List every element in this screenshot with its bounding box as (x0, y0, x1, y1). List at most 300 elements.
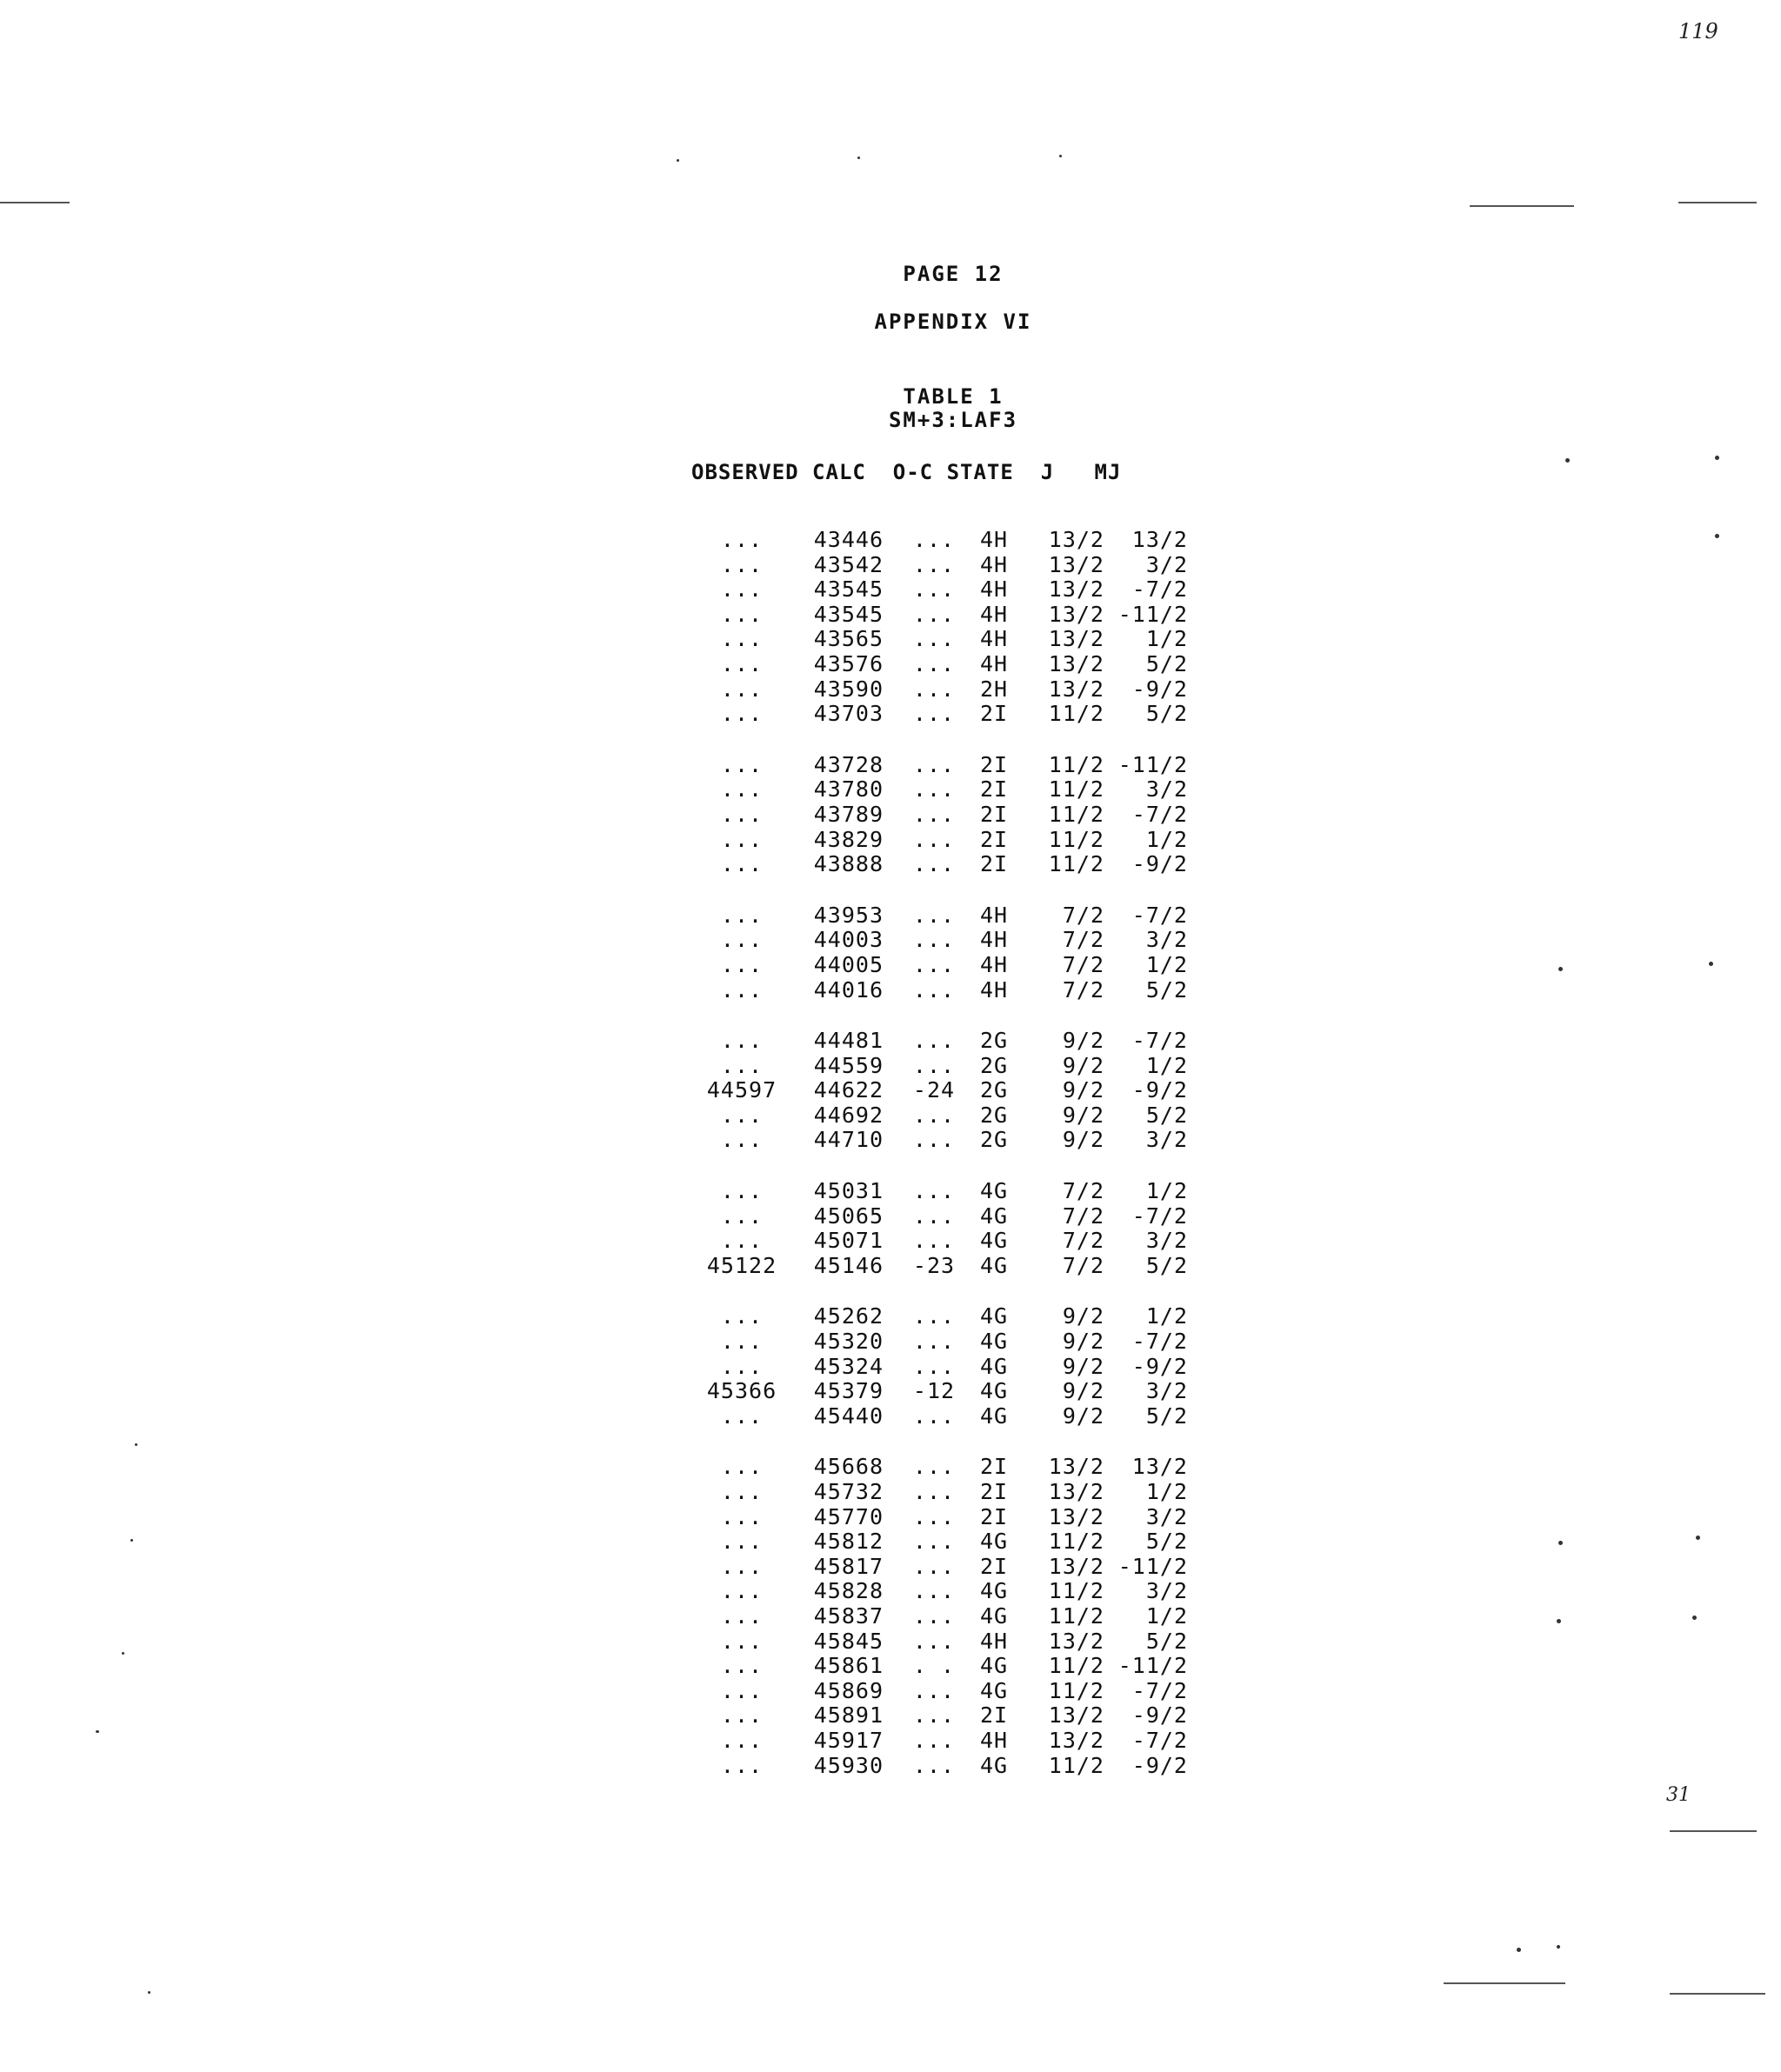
cell-j: 13/2 (1048, 1702, 1104, 1729)
cell-j: 7/2 (1062, 976, 1104, 1003)
cell-mj: 13/2 (1131, 1454, 1188, 1480)
cell-o-c: ... (912, 1454, 956, 1480)
cell-j: 11/2 (1048, 1653, 1104, 1679)
cell-mj: 1/2 (1145, 1602, 1188, 1629)
cell-state: 4G (979, 1653, 1009, 1679)
cell-observed: 45122 (706, 1252, 777, 1278)
cell-mj: 1/2 (1145, 1303, 1188, 1329)
cell-mj: 1/2 (1145, 1052, 1188, 1078)
cell-mj: -7/2 (1131, 1329, 1188, 1355)
cell-observed: ... (720, 1353, 764, 1379)
cell-o-c: ... (912, 1578, 956, 1604)
cell-j: 13/2 (1048, 650, 1104, 676)
cell-observed: 45366 (706, 1378, 777, 1404)
cell-j: 7/2 (1062, 1228, 1104, 1254)
cell-j: 13/2 (1048, 1479, 1104, 1504)
cell-observed: ... (720, 1303, 764, 1329)
cell-calc: 45930 (813, 1752, 884, 1778)
table-row (696, 1455, 1188, 1480)
cell-state: 4G (979, 1529, 1009, 1555)
cell-state: 4H (979, 551, 1009, 577)
table-row (696, 852, 1188, 877)
table-row (696, 1329, 1188, 1355)
cell-state: 4H (979, 1628, 1009, 1654)
scan-speck (1692, 1616, 1697, 1620)
group-spacer (696, 1278, 1188, 1304)
group-spacer-cell (696, 727, 1188, 753)
cell-state: 2G (979, 1052, 1009, 1078)
scan-mark (1678, 202, 1757, 203)
cell-mj: -7/2 (1131, 902, 1188, 928)
scan-speck (1557, 1945, 1560, 1949)
cell-observed: ... (720, 1479, 764, 1504)
cell-mj: -11/2 (1117, 601, 1188, 627)
cell-state: 2I (979, 1702, 1009, 1729)
table-row (696, 603, 1188, 628)
cell-o-c: ... (912, 1727, 956, 1753)
column-header-state: STATE (946, 460, 1014, 484)
cell-o-c: ... (912, 1479, 956, 1504)
cell-j: 9/2 (1062, 1102, 1104, 1128)
cell-state: 2I (979, 701, 1009, 727)
scan-speck (1059, 155, 1062, 157)
cell-calc: 45379 (813, 1378, 884, 1404)
cell-calc: 45262 (813, 1303, 884, 1329)
cell-state: 2I (979, 751, 1009, 777)
cell-o-c: ... (912, 527, 956, 552)
group-spacer-cell (696, 1429, 1188, 1455)
cell-calc: 44622 (813, 1077, 884, 1103)
cell-calc: 45031 (813, 1178, 884, 1204)
cell-calc: 43953 (813, 902, 884, 928)
cell-j: 9/2 (1062, 1127, 1104, 1153)
cell-o-c: ... (912, 1553, 956, 1579)
table-row (696, 577, 1188, 603)
table-row (696, 803, 1188, 828)
cell-mj: 5/2 (1145, 1628, 1188, 1654)
cell-state: 4G (979, 1252, 1009, 1278)
cell-state: 4G (979, 1378, 1009, 1404)
cell-o-c: ... (912, 1127, 956, 1153)
cell-observed: ... (720, 1727, 764, 1753)
table-row (696, 903, 1188, 929)
cell-j: 9/2 (1062, 1077, 1104, 1103)
cell-j: 11/2 (1048, 701, 1104, 727)
cell-calc: 45891 (813, 1702, 884, 1729)
cell-observed: ... (720, 650, 764, 676)
cell-j: 13/2 (1048, 1454, 1104, 1480)
cell-mj: 1/2 (1145, 1479, 1188, 1504)
cell-mj: 3/2 (1145, 1228, 1188, 1254)
cell-o-c: . . (912, 1653, 956, 1679)
cell-j: 13/2 (1048, 1727, 1104, 1753)
cell-calc: 43565 (813, 626, 884, 652)
cell-calc: 43728 (813, 751, 884, 777)
cell-state: 2I (979, 1553, 1009, 1579)
table-subtitle: SM+3:LAF3 (888, 408, 1018, 432)
cell-mj: -11/2 (1117, 751, 1188, 777)
cell-observed: ... (720, 1578, 764, 1604)
scan-mark (1670, 1830, 1757, 1832)
cell-state: 2I (979, 801, 1009, 827)
cell-state: 4G (979, 1402, 1009, 1429)
cell-calc: 45861 (813, 1653, 884, 1679)
cell-j: 13/2 (1048, 551, 1104, 577)
table-row (696, 1054, 1188, 1079)
cell-o-c: ... (912, 1203, 956, 1229)
cell-calc: 44692 (813, 1102, 884, 1128)
group-spacer (696, 727, 1188, 753)
cell-mj: -9/2 (1131, 1702, 1188, 1729)
cell-j: 11/2 (1048, 1677, 1104, 1703)
table-row (696, 702, 1188, 727)
cell-state: 4H (979, 1727, 1009, 1753)
cell-o-c: ... (912, 951, 956, 977)
cell-j: 13/2 (1048, 1503, 1104, 1529)
scan-speck (96, 1730, 99, 1733)
cell-o-c: ... (912, 826, 956, 852)
table-row (696, 1254, 1188, 1279)
table-row (696, 1629, 1188, 1655)
table-row (696, 1654, 1188, 1679)
cell-mj: -9/2 (1131, 1353, 1188, 1379)
cell-j: 11/2 (1048, 1602, 1104, 1629)
table-row (696, 1529, 1188, 1555)
cell-calc: 44016 (813, 976, 884, 1003)
handwritten-footnote-number: 31 (1666, 1784, 1691, 1806)
page-number-heading: PAGE 12 (903, 262, 1004, 286)
cell-observed: ... (720, 1529, 764, 1555)
scan-mark (0, 202, 70, 203)
table-row (696, 1604, 1188, 1629)
cell-j: 13/2 (1048, 601, 1104, 627)
table-row (696, 828, 1188, 853)
cell-calc: 45065 (813, 1203, 884, 1229)
cell-state: 2I (979, 1503, 1009, 1529)
cell-state: 4H (979, 976, 1009, 1003)
cell-o-c: ... (912, 701, 956, 727)
cell-state: 2I (979, 1479, 1009, 1504)
cell-state: 2I (979, 1454, 1009, 1480)
table-row (696, 928, 1188, 953)
column-header-calc: CALC (812, 460, 866, 484)
cell-j: 9/2 (1062, 1329, 1104, 1355)
cell-observed: ... (720, 676, 764, 702)
cell-j: 7/2 (1062, 1252, 1104, 1278)
cell-observed: ... (720, 776, 764, 803)
cell-state: 2I (979, 851, 1009, 877)
cell-calc: 43789 (813, 801, 884, 827)
cell-o-c: ... (912, 1677, 956, 1703)
cell-j: 11/2 (1048, 1578, 1104, 1604)
cell-observed: ... (720, 902, 764, 928)
handwritten-page-number: 119 (1678, 19, 1718, 43)
cell-state: 2I (979, 826, 1009, 852)
cell-mj: 5/2 (1145, 1402, 1188, 1429)
cell-j: 7/2 (1062, 1178, 1104, 1204)
cell-observed: ... (720, 1028, 764, 1054)
cell-j: 13/2 (1048, 527, 1104, 552)
scan-mark (1670, 1993, 1765, 1995)
cell-mj: 3/2 (1145, 1578, 1188, 1604)
cell-j: 9/2 (1062, 1052, 1104, 1078)
cell-state: 4H (979, 927, 1009, 953)
table-row (696, 1480, 1188, 1505)
cell-mj: -9/2 (1131, 1077, 1188, 1103)
cell-j: 9/2 (1062, 1378, 1104, 1404)
cell-state: 2I (979, 776, 1009, 803)
energy-level-table (696, 528, 1188, 1778)
cell-calc: 45324 (813, 1353, 884, 1379)
cell-o-c: ... (912, 1303, 956, 1329)
cell-mj: 5/2 (1145, 701, 1188, 727)
cell-o-c: ... (912, 1602, 956, 1629)
table-row (696, 753, 1188, 778)
cell-o-c: ... (912, 902, 956, 928)
cell-observed: ... (720, 1203, 764, 1229)
cell-mj: 3/2 (1145, 1127, 1188, 1153)
cell-observed: ... (720, 1228, 764, 1254)
cell-j: 7/2 (1062, 951, 1104, 977)
cell-observed: ... (720, 851, 764, 877)
scan-speck (1517, 1948, 1521, 1952)
cell-o-c: ... (912, 1329, 956, 1355)
cell-o-c: -24 (912, 1077, 956, 1103)
cell-calc: 45668 (813, 1454, 884, 1480)
table-title: TABLE 1 (903, 384, 1004, 409)
table-row (696, 953, 1188, 978)
cell-mj: -9/2 (1131, 851, 1188, 877)
cell-state: 4G (979, 1303, 1009, 1329)
cell-j: 11/2 (1048, 801, 1104, 827)
cell-mj: -11/2 (1117, 1553, 1188, 1579)
table-row (696, 627, 1188, 652)
cell-o-c: -12 (912, 1378, 956, 1404)
column-header-mj: MJ (1094, 460, 1122, 484)
cell-mj: -7/2 (1131, 1677, 1188, 1703)
cell-observed: ... (720, 1752, 764, 1778)
cell-calc: 45869 (813, 1677, 884, 1703)
cell-observed: ... (720, 1329, 764, 1355)
cell-j: 11/2 (1048, 1529, 1104, 1555)
cell-o-c: ... (912, 801, 956, 827)
cell-mj: -9/2 (1131, 676, 1188, 702)
cell-mj: -11/2 (1117, 1653, 1188, 1679)
cell-observed: ... (720, 701, 764, 727)
cell-mj: 1/2 (1145, 1178, 1188, 1204)
table-row (696, 1078, 1188, 1103)
table-row (696, 1128, 1188, 1153)
cell-observed: ... (720, 576, 764, 603)
cell-observed: ... (720, 1454, 764, 1480)
cell-calc: 45732 (813, 1479, 884, 1504)
cell-j: 13/2 (1048, 1628, 1104, 1654)
table-row (696, 1029, 1188, 1054)
cell-o-c: ... (912, 1702, 956, 1729)
table-row (696, 1204, 1188, 1229)
cell-observed: ... (720, 1102, 764, 1128)
cell-j: 7/2 (1062, 1203, 1104, 1229)
table-row (696, 978, 1188, 1003)
cell-observed: ... (720, 1503, 764, 1529)
cell-mj: -7/2 (1131, 1028, 1188, 1054)
scan-speck (148, 1991, 150, 1994)
table-row (696, 528, 1188, 553)
cell-o-c: ... (912, 551, 956, 577)
cell-state: 4H (979, 601, 1009, 627)
cell-calc: 45146 (813, 1252, 884, 1278)
cell-o-c: ... (912, 650, 956, 676)
table-row (696, 1679, 1188, 1704)
cell-observed: ... (720, 1178, 764, 1204)
scan-speck (857, 157, 860, 159)
cell-j: 11/2 (1048, 751, 1104, 777)
cell-observed: ... (720, 1127, 764, 1153)
cell-mj: 3/2 (1145, 551, 1188, 577)
cell-j: 13/2 (1048, 676, 1104, 702)
table-row (696, 1729, 1188, 1754)
scan-speck (122, 1652, 124, 1655)
cell-j: 9/2 (1062, 1028, 1104, 1054)
cell-o-c: ... (912, 1503, 956, 1529)
group-spacer-cell (696, 1003, 1188, 1029)
table-row (696, 1505, 1188, 1530)
cell-observed: ... (720, 551, 764, 577)
cell-o-c: ... (912, 751, 956, 777)
cell-mj: -9/2 (1131, 1752, 1188, 1778)
cell-state: 2G (979, 1077, 1009, 1103)
cell-state: 4H (979, 951, 1009, 977)
cell-mj: 3/2 (1145, 776, 1188, 803)
cell-o-c: ... (912, 1028, 956, 1054)
cell-mj: 5/2 (1145, 1252, 1188, 1278)
cell-state: 4G (979, 1203, 1009, 1229)
cell-observed: ... (720, 626, 764, 652)
cell-calc: 43545 (813, 576, 884, 603)
table-row (696, 1229, 1188, 1254)
cell-calc: 45770 (813, 1503, 884, 1529)
cell-mj: -7/2 (1131, 801, 1188, 827)
cell-state: 4H (979, 650, 1009, 676)
cell-mj: -7/2 (1131, 1203, 1188, 1229)
cell-mj: 5/2 (1145, 976, 1188, 1003)
cell-o-c: ... (912, 1628, 956, 1654)
cell-o-c: ... (912, 626, 956, 652)
cell-calc: 45320 (813, 1329, 884, 1355)
group-spacer (696, 1003, 1188, 1029)
column-header-o-c: O-C (892, 460, 934, 484)
scan-mark (1470, 205, 1574, 207)
cell-calc: 44559 (813, 1052, 884, 1078)
cell-state: 4G (979, 1677, 1009, 1703)
cell-mj: 1/2 (1145, 951, 1188, 977)
cell-calc: 45440 (813, 1402, 884, 1429)
cell-state: 4G (979, 1578, 1009, 1604)
table-row (696, 1304, 1188, 1329)
cell-mj: 1/2 (1145, 826, 1188, 852)
cell-observed: ... (720, 826, 764, 852)
cell-o-c: ... (912, 976, 956, 1003)
cell-state: 4G (979, 1752, 1009, 1778)
cell-observed: ... (720, 1052, 764, 1078)
cell-o-c: ... (912, 601, 956, 627)
cell-calc: 43590 (813, 676, 884, 702)
cell-o-c: ... (912, 1529, 956, 1555)
cell-mj: 5/2 (1145, 1529, 1188, 1555)
cell-j: 7/2 (1062, 902, 1104, 928)
cell-j: 9/2 (1062, 1402, 1104, 1429)
cell-observed: ... (720, 601, 764, 627)
cell-state: 4G (979, 1228, 1009, 1254)
cell-calc: 45071 (813, 1228, 884, 1254)
table-row (696, 553, 1188, 578)
cell-o-c: ... (912, 1178, 956, 1204)
group-spacer (696, 1153, 1188, 1179)
cell-mj: -7/2 (1131, 1727, 1188, 1753)
cell-observed: ... (720, 1702, 764, 1729)
cell-calc: 44003 (813, 927, 884, 953)
table-row (696, 1754, 1188, 1779)
cell-observed: ... (720, 1628, 764, 1654)
column-headers (691, 460, 1121, 484)
cell-mj: 13/2 (1131, 527, 1188, 552)
cell-mj: 3/2 (1145, 1503, 1188, 1529)
scan-speck (1565, 458, 1570, 463)
table-row (696, 1555, 1188, 1580)
cell-calc: 43576 (813, 650, 884, 676)
cell-calc: 43542 (813, 551, 884, 577)
cell-calc: 43446 (813, 527, 884, 552)
table-row (696, 1103, 1188, 1129)
cell-calc: 43545 (813, 601, 884, 627)
cell-o-c: -23 (912, 1252, 956, 1278)
cell-o-c: ... (912, 1752, 956, 1778)
cell-state: 4G (979, 1353, 1009, 1379)
cell-mj: 3/2 (1145, 1378, 1188, 1404)
cell-calc: 45812 (813, 1529, 884, 1555)
table-body (696, 528, 1188, 1778)
cell-calc: 44005 (813, 951, 884, 977)
cell-calc: 45828 (813, 1578, 884, 1604)
scan-speck (1715, 456, 1719, 460)
cell-mj: 1/2 (1145, 626, 1188, 652)
cell-o-c: ... (912, 1228, 956, 1254)
scan-speck (1557, 1619, 1561, 1623)
cell-mj: -7/2 (1131, 576, 1188, 603)
cell-calc: 45917 (813, 1727, 884, 1753)
table-row (696, 777, 1188, 803)
cell-state: 4H (979, 527, 1009, 552)
cell-o-c: ... (912, 1402, 956, 1429)
cell-observed: ... (720, 1677, 764, 1703)
group-spacer-cell (696, 1278, 1188, 1304)
table-row (696, 1355, 1188, 1380)
appendix-heading: APPENDIX VI (874, 310, 1032, 334)
cell-calc: 44710 (813, 1127, 884, 1153)
table-row (696, 1579, 1188, 1604)
cell-calc: 45845 (813, 1628, 884, 1654)
cell-state: 2G (979, 1102, 1009, 1128)
cell-state: 4G (979, 1329, 1009, 1355)
cell-calc: 45817 (813, 1553, 884, 1579)
cell-state: 4G (979, 1178, 1009, 1204)
cell-state: 2G (979, 1028, 1009, 1054)
cell-observed: ... (720, 1553, 764, 1579)
cell-o-c: ... (912, 1353, 956, 1379)
column-header-observed: OBSERVED (691, 460, 799, 484)
cell-calc: 43703 (813, 701, 884, 727)
scan-speck (135, 1443, 137, 1446)
